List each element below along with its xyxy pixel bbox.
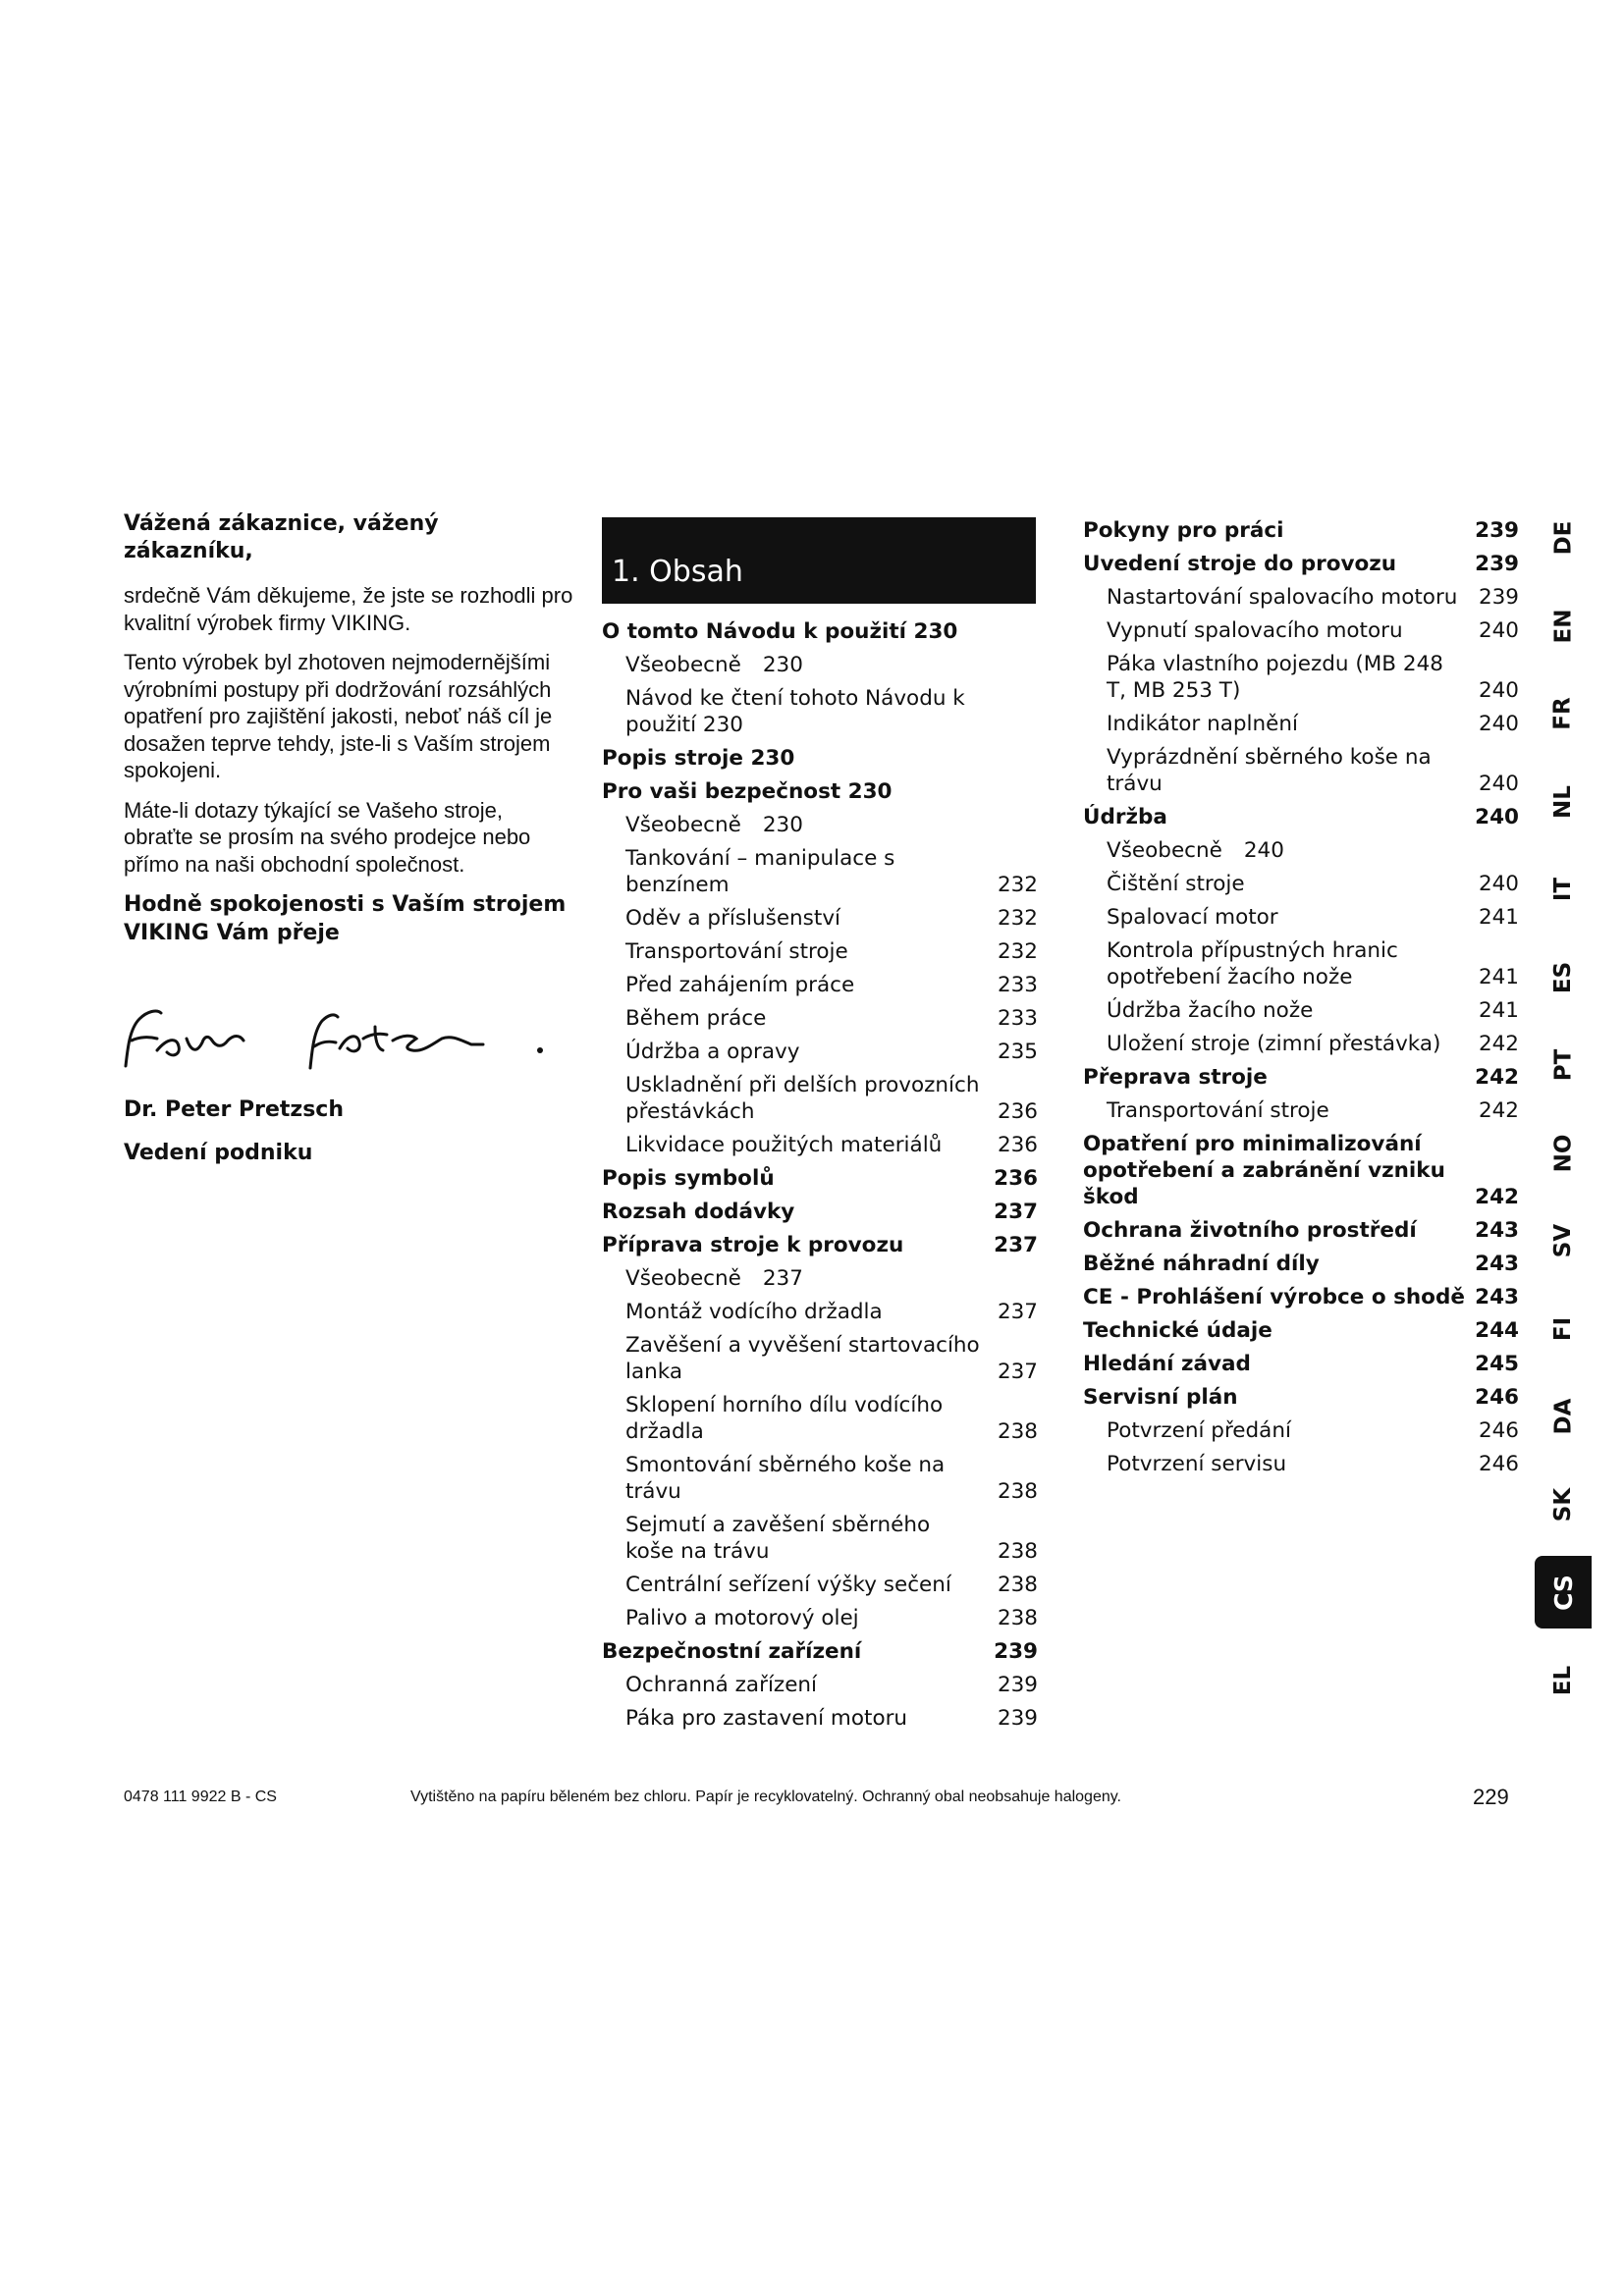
letter-greeting: Vážená zákaznice, vážený zákazníku, — [124, 511, 439, 563]
signer-role: Vedení podniku — [124, 1141, 313, 1165]
toc-entry-title: Přeprava stroje — [1083, 1065, 1268, 1090]
toc-entry-title: Rozsah dodávky — [602, 1200, 795, 1224]
toc-entry[interactable] — [602, 1299, 1040, 1325]
toc-entry-title: Spalovací motor — [1107, 905, 1278, 930]
toc-entry[interactable] — [602, 652, 1040, 678]
toc-entry-page: 237 — [762, 1266, 803, 1291]
language-tab-label: SK — [1549, 1487, 1576, 1522]
language-tab-fr[interactable] — [1535, 686, 1592, 741]
toc-entry-page: 235 — [997, 1040, 1038, 1064]
toc-entry-page: 242 — [1475, 1185, 1519, 1209]
toc-entry[interactable] — [1083, 1351, 1521, 1377]
toc-entry-title: Opatření pro minimalizování opotřebení a zabránění vzniku škod — [1083, 1132, 1445, 1209]
toc-entry[interactable] — [1083, 1097, 1521, 1124]
language-tab-en[interactable] — [1535, 599, 1592, 654]
language-tab-sk[interactable] — [1535, 1477, 1592, 1532]
toc-entry-title: Všeobecně — [625, 1266, 741, 1291]
language-tab-label: FI — [1550, 1316, 1576, 1341]
toc-entry-title: Tankování – manipulace s benzínem — [625, 846, 895, 897]
toc-entry-page: 232 — [997, 939, 1038, 964]
toc-entry-title: CE - Prohlášení výrobce o shodě — [1083, 1285, 1465, 1309]
toc-entry-page: 236 — [994, 1166, 1038, 1191]
toc-entry-title: Ochranná zařízení — [625, 1673, 818, 1697]
toc-entry-title: Pokyny pro práci — [1083, 518, 1284, 543]
language-tab-nl[interactable] — [1535, 774, 1592, 829]
toc-entry-page: 237 — [997, 1360, 1038, 1384]
toc-entry-page: 230 — [762, 813, 803, 837]
toc-entry-page: 241 — [1478, 905, 1519, 930]
toc-entry[interactable] — [602, 685, 1040, 738]
toc-entry-page: 243 — [1475, 1285, 1519, 1309]
toc-entry[interactable] — [602, 1705, 1040, 1732]
toc-entry[interactable] — [1083, 871, 1521, 897]
toc-entry-page: 240 — [1475, 805, 1519, 829]
toc-entry-title: Pro vaši bezpečnost 230 — [602, 779, 893, 804]
letter-paragraph: Tento výrobek byl zhotoven nejmodernějšími výrobními postupy při dodržování rozsáhlých opatření pro zajištění jakosti, neboť náš cíl je dosažen teprve tehdy, jste-li s Vaším strojem spokojeni. — [124, 650, 553, 782]
language-tab-label: CS — [1548, 1574, 1578, 1611]
toc-entry[interactable] — [1083, 584, 1521, 611]
toc-entry[interactable] — [602, 618, 1040, 645]
language-tab-pt[interactable] — [1535, 1038, 1592, 1093]
toc-entry-title: Centrální seřízení výšky sečení — [625, 1573, 951, 1597]
toc-entry-page: 230 — [762, 653, 803, 677]
signer-name: Dr. Peter Pretzsch — [124, 1097, 344, 1122]
toc-entry[interactable] — [602, 1572, 1040, 1598]
toc-entry-title: Ochrana životního prostředí — [1083, 1218, 1417, 1243]
toc-entry-title: Palivo a motorový olej — [625, 1606, 859, 1630]
toc-entry[interactable] — [602, 1638, 1040, 1665]
toc-entry-title: Páka vlastního pojezdu (MB 248 T, MB 253 T) — [1107, 652, 1443, 703]
toc-entry-title: Sejmutí a zavěšení sběrného koše na trávu — [625, 1513, 931, 1564]
toc-entry[interactable] — [602, 1672, 1040, 1698]
toc-entry-title: Servisní plán — [1083, 1385, 1238, 1410]
letter-paragraph: Máte-li dotazy týkající se Vašeho stroje, obraťte se prosím na svého prodejce nebo přímo na naši obchodní společnost. — [124, 797, 531, 877]
toc-entry-page: 245 — [1475, 1352, 1519, 1376]
toc-entry-page: 243 — [1475, 1218, 1519, 1243]
toc-entry-page: 240 — [1243, 838, 1284, 863]
toc-entry-title: Údržba žacího nože — [1107, 998, 1314, 1023]
toc-entry[interactable] — [1083, 1451, 1521, 1477]
toc-entry-title: Vyprázdnění sběrného koše na trávu — [1107, 745, 1432, 796]
language-tab-label: NL — [1550, 784, 1576, 819]
language-tab-label: DA — [1550, 1398, 1576, 1435]
toc-entry-page: 239 — [994, 1639, 1038, 1664]
language-tab-label: EN — [1550, 609, 1576, 643]
toc-entry[interactable] — [1083, 744, 1521, 797]
toc-entry-page: 239 — [997, 1706, 1038, 1731]
toc-entry[interactable] — [602, 972, 1040, 998]
toc-entry-title: Potvrzení servisu — [1107, 1452, 1287, 1476]
toc-entry[interactable] — [602, 1512, 1040, 1565]
toc-entry-page: 238 — [997, 1573, 1038, 1597]
language-tab-es[interactable] — [1535, 950, 1592, 1005]
toc-entry[interactable] — [1083, 517, 1521, 544]
footer-note: Vytištěno na papíru běleném bez chloru. Papír je recyklovatelný. Ochranný obal neobsahuje halogeny. — [410, 1789, 1121, 1805]
toc-entry[interactable] — [1083, 551, 1521, 577]
toc-entry[interactable] — [602, 845, 1040, 898]
toc-entry[interactable] — [602, 938, 1040, 965]
toc-entry[interactable] — [1083, 1064, 1521, 1091]
toc-entry[interactable] — [602, 1392, 1040, 1445]
document-code: 0478 111 9922 B - CS — [124, 1789, 277, 1805]
toc-entry-page: 238 — [997, 1479, 1038, 1504]
language-tab-label: DE — [1550, 520, 1576, 556]
toc-entry-title: Transportování stroje — [625, 939, 848, 964]
toc-entry-title: Návod ke čtení tohoto Návodu k použití 230 — [625, 686, 965, 737]
toc-entry[interactable] — [1083, 651, 1521, 704]
toc-entry-page: 242 — [1475, 1065, 1519, 1090]
toc-entry-page: 243 — [1475, 1252, 1519, 1276]
toc-entry-page: 233 — [997, 1006, 1038, 1031]
toc-entry-page: 246 — [1478, 1452, 1519, 1476]
language-tab-label: ES — [1550, 961, 1576, 993]
toc-entry-page: 237 — [994, 1233, 1038, 1257]
toc-entry-page: 236 — [997, 1133, 1038, 1157]
toc-entry-title: Běžné náhradní díly — [1083, 1252, 1320, 1276]
toc-entry-title: Bezpečnostní zařízení — [602, 1639, 862, 1664]
language-tab-label: IT — [1550, 877, 1576, 902]
toc-entry-page: 240 — [1478, 872, 1519, 896]
toc-entry-page: 239 — [1475, 552, 1519, 576]
toc-entry-page: 233 — [997, 973, 1038, 997]
toc-entry-title: Uskladnění při delších provozních přestávkách — [625, 1073, 980, 1124]
toc-entry-page: 240 — [1478, 618, 1519, 643]
toc-entry-page: 238 — [997, 1606, 1038, 1630]
toc-entry-page: 240 — [1478, 772, 1519, 796]
toc-entry[interactable] — [602, 1332, 1040, 1385]
toc-entry-title: Před zahájením práce — [625, 973, 855, 997]
toc-entry-title: Zavěšení a vyvěšení startovacího lanka — [625, 1333, 980, 1384]
toc-entry[interactable] — [1083, 1417, 1521, 1444]
toc-entry-title: Popis symbolů — [602, 1166, 775, 1191]
toc-entry[interactable] — [1083, 1217, 1521, 1244]
page-number: 229 — [1473, 1785, 1509, 1809]
toc-entry[interactable] — [602, 1039, 1040, 1065]
language-tab-cs[interactable] — [1535, 1556, 1592, 1629]
toc-entry-page: 242 — [1478, 1032, 1519, 1056]
toc-entry-title: O tomto Návodu k použití 230 — [602, 619, 958, 644]
toc-entry[interactable] — [1083, 617, 1521, 644]
toc-entry-title: Indikátor naplnění — [1107, 712, 1298, 736]
toc-entry-title: Čištění stroje — [1107, 872, 1245, 896]
toc-entry-page: 232 — [997, 873, 1038, 897]
toc-entry-title: Všeobecně — [625, 813, 741, 837]
toc-entry-title: Oděv a příslušenství — [625, 906, 841, 931]
language-tab-label: EL — [1550, 1665, 1576, 1695]
toc-entry-title: Transportování stroje — [1107, 1098, 1329, 1123]
toc-entry[interactable] — [1083, 711, 1521, 737]
toc-entry[interactable] — [1083, 997, 1521, 1024]
toc-entry-page: 246 — [1478, 1418, 1519, 1443]
toc-column-right — [1083, 517, 1521, 1484]
toc-entry-title: Nastartování spalovacího motoru — [1107, 585, 1458, 610]
toc-entry-page: 242 — [1478, 1098, 1519, 1123]
toc-entry-page: 240 — [1478, 712, 1519, 736]
toc-entry[interactable] — [602, 1232, 1040, 1258]
toc-entry-page: 241 — [1478, 998, 1519, 1023]
toc-entry-title: Kontrola přípustných hranic opotřebení žacího nože — [1107, 938, 1398, 989]
toc-entry-title: Montáž vodícího držadla — [625, 1300, 883, 1324]
toc-entry-title: Uvedení stroje do provozu — [1083, 552, 1397, 576]
toc-entry-page: 241 — [1478, 965, 1519, 989]
toc-entry-page: 236 — [997, 1099, 1038, 1124]
toc-entry[interactable] — [602, 1132, 1040, 1158]
toc-entry-title: Likvidace použitých materiálů — [625, 1133, 943, 1157]
toc-entry-page: 244 — [1475, 1318, 1519, 1343]
toc-entry[interactable] — [602, 812, 1040, 838]
toc-entry-page: 239 — [997, 1673, 1038, 1697]
language-tab-label: SV — [1550, 1223, 1576, 1258]
letter-closing: Hodně spokojenosti s Vaším strojem VIKING Vám přeje — [124, 892, 567, 945]
toc-entry-title: Údržba — [1083, 805, 1167, 829]
toc-entry[interactable] — [1083, 1384, 1521, 1411]
toc-entry[interactable] — [602, 1265, 1040, 1292]
toc-entry[interactable] — [602, 1165, 1040, 1192]
toc-entry-title: Smontování sběrného koše na trávu — [625, 1453, 946, 1504]
toc-entry-title: Údržba a opravy — [625, 1040, 800, 1064]
toc-entry[interactable] — [1083, 837, 1521, 864]
toc-entry-page: 232 — [997, 906, 1038, 931]
toc-entry-page: 237 — [994, 1200, 1038, 1224]
toc-title: 1. Obsah — [612, 555, 743, 589]
toc-entry-title: Všeobecně — [1107, 838, 1222, 863]
toc-entry[interactable] — [602, 1605, 1040, 1631]
toc-entry[interactable] — [602, 905, 1040, 932]
toc-entry[interactable] — [602, 1072, 1040, 1125]
toc-entry-title: Uložení stroje (zimní přestávka) — [1107, 1032, 1441, 1056]
toc-entry[interactable] — [1083, 1317, 1521, 1344]
toc-entry[interactable] — [602, 1005, 1040, 1032]
letter — [124, 510, 575, 960]
toc-entry[interactable] — [1083, 937, 1521, 990]
toc-entry-page: 237 — [997, 1300, 1038, 1324]
toc-entry-page: 240 — [1478, 678, 1519, 703]
toc-entry[interactable] — [1083, 1284, 1521, 1310]
toc-entry[interactable] — [1083, 1031, 1521, 1057]
toc-header — [602, 517, 1036, 604]
language-tab-label: NO — [1550, 1134, 1576, 1172]
toc-entry-title: Během práce — [625, 1006, 767, 1031]
toc-entry-title: Hledání závad — [1083, 1352, 1251, 1376]
language-tab-el[interactable] — [1535, 1653, 1592, 1708]
toc-entry-title: Popis stroje 230 — [602, 746, 795, 771]
toc-entry-title: Potvrzení předání — [1107, 1418, 1291, 1443]
toc-entry-page: 238 — [997, 1539, 1038, 1564]
language-tab-label: PT — [1549, 1048, 1576, 1082]
language-tab-no[interactable] — [1535, 1126, 1592, 1181]
toc-entry[interactable] — [1083, 1251, 1521, 1277]
toc-entry-page: 238 — [997, 1419, 1038, 1444]
language-tab-sv[interactable] — [1535, 1213, 1592, 1268]
language-tab-da[interactable] — [1535, 1389, 1592, 1444]
toc-entry-page: 239 — [1475, 518, 1519, 543]
toc-column-middle — [602, 618, 1040, 1738]
handwritten-signature — [118, 989, 569, 1078]
toc-entry[interactable] — [602, 745, 1040, 772]
language-tab-it[interactable] — [1535, 862, 1592, 917]
toc-entry-title: Sklopení horního dílu vodícího držadla — [625, 1393, 944, 1444]
language-tab-fi[interactable] — [1535, 1302, 1592, 1357]
toc-entry[interactable] — [1083, 904, 1521, 931]
toc-entry[interactable] — [1083, 804, 1521, 830]
toc-entry[interactable] — [1083, 1131, 1521, 1210]
language-tab-de[interactable] — [1535, 510, 1592, 565]
toc-entry-page: 246 — [1475, 1385, 1519, 1410]
toc-entry[interactable] — [602, 1452, 1040, 1505]
language-tab-label: FR — [1549, 697, 1576, 730]
toc-entry-page: 239 — [1478, 585, 1519, 610]
toc-entry[interactable] — [602, 1199, 1040, 1225]
toc-entry-title: Technické údaje — [1083, 1318, 1272, 1343]
toc-entry-title: Vypnutí spalovacího motoru — [1107, 618, 1403, 643]
letter-paragraph: srdečně Vám děkujeme, že jste se rozhodli pro kvalitní výrobek firmy VIKING. — [124, 583, 573, 635]
toc-entry-title: Páka pro zastavení motoru — [625, 1706, 908, 1731]
toc-entry-title: Všeobecně — [625, 653, 741, 677]
toc-entry-title: Příprava stroje k provozu — [602, 1233, 904, 1257]
toc-entry[interactable] — [602, 778, 1040, 805]
